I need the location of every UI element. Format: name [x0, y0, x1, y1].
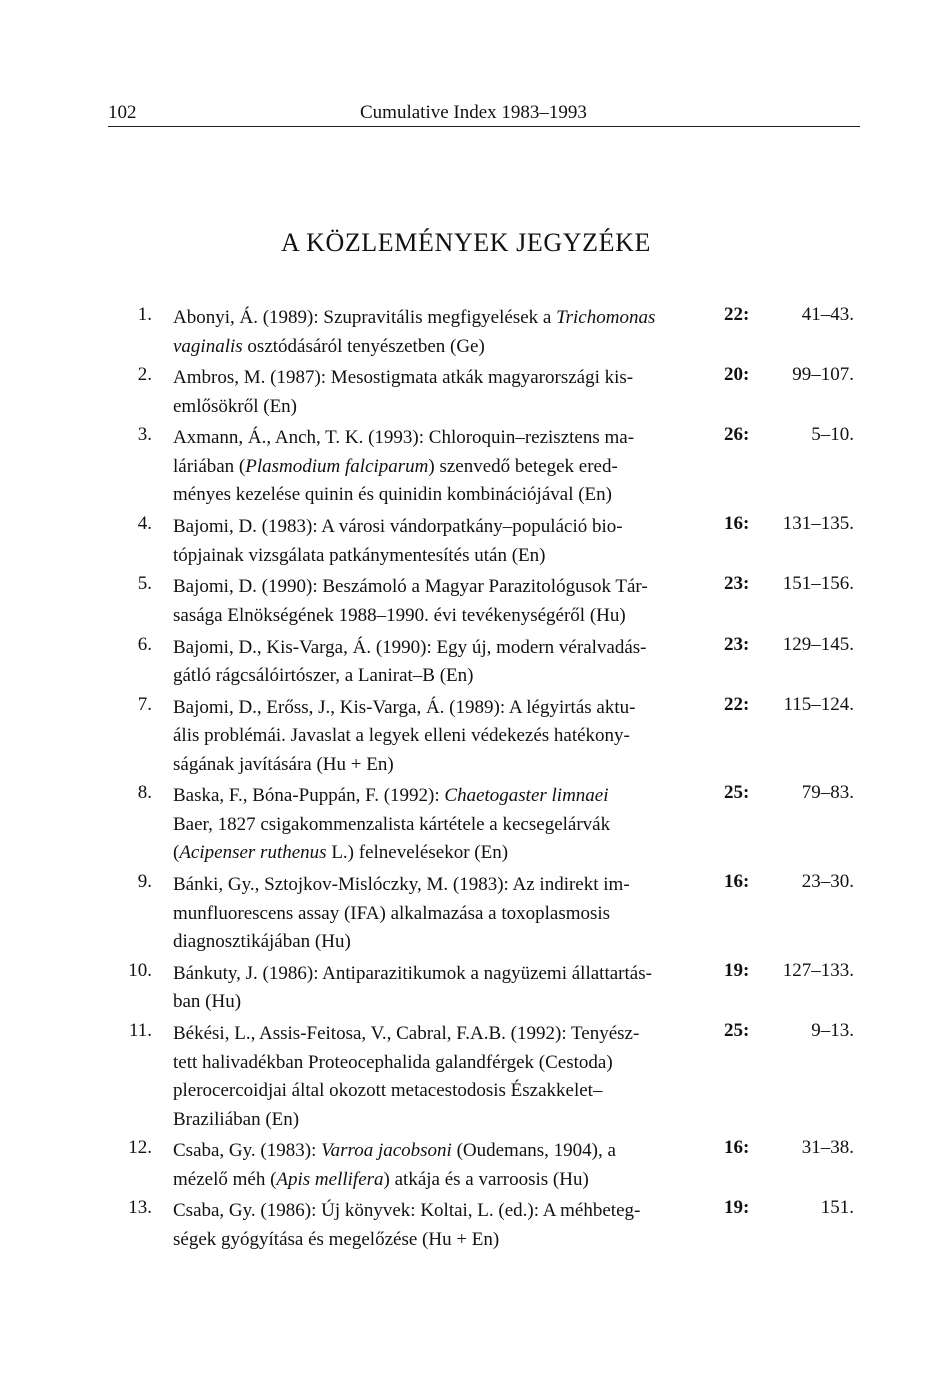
entry-pages: 41–43. — [801, 304, 854, 325]
entry-citation — [173, 1197, 701, 1254]
citation-line: sasága Elnökségének 1988–1990. évi tevékenységéről (Hu) — [173, 604, 626, 626]
entry-number: 12. — [128, 1137, 152, 1159]
entry-citation — [173, 782, 701, 868]
entry-item — [0, 573, 932, 630]
entry-item — [0, 782, 932, 868]
entry-number: 3. — [137, 424, 152, 446]
entry-number: 7. — [137, 693, 152, 715]
citation-line: ban (Hu) — [173, 991, 242, 1013]
entry-number: 6. — [137, 633, 152, 655]
entry-volume: 23: — [724, 573, 750, 595]
entry-citation — [173, 634, 701, 691]
entry-pages: 151. — [820, 1197, 854, 1219]
citation-line: plerocercoidjai által okozott metacestodosis Északkelet– — [173, 1080, 603, 1101]
entry-pages: 99–107. — [792, 364, 854, 386]
section-title: A KÖZLEMÉNYEK JEGYZÉKE — [281, 228, 651, 257]
entry-pages: 31–38. — [801, 1137, 854, 1159]
entry-citation — [173, 694, 701, 780]
entry-volume: 16: — [724, 1137, 750, 1159]
citation-line: Bánki, Gy., Sztojkov-Mislóczky, M. (1983): Az indirekt im- — [173, 874, 630, 896]
citation-line: vaginalis osztódásáról tenyészetben (Ge) — [173, 335, 485, 357]
entry-pages: 115–124. — [783, 693, 854, 715]
entry-volume: 19: — [724, 1197, 750, 1219]
entry-item — [0, 1137, 932, 1194]
entry-number: 4. — [137, 513, 152, 535]
citation-line: Csaba, Gy. (1986): Új könyvek: Koltai, L. (ed.): A méhbeteg- — [173, 1200, 641, 1222]
entry-citation — [173, 304, 701, 361]
entry-volume: 26: — [724, 424, 750, 446]
citation-line: mézelő méh (Apis mellifera) atkája és a varroosis (Hu) — [173, 1168, 589, 1190]
entry-number: 9. — [137, 871, 152, 893]
citation-line: ményes kezelése quinin és quinidin kombinációjával (En) — [173, 484, 612, 506]
entry-pages: 127–133. — [782, 959, 854, 981]
entry-item — [0, 960, 932, 1017]
citation-line: emlősökről (En) — [173, 395, 298, 417]
entry-citation — [173, 573, 701, 630]
entry-volume: 20: — [724, 364, 750, 386]
entry-citation — [173, 424, 701, 510]
entry-item — [0, 364, 932, 421]
entry-item — [0, 513, 932, 570]
entry-volume: 23: — [724, 633, 750, 655]
citation-line: Bajomi, D., Erőss, J., Kis-Varga, Á. (1989): A légyirtás aktu- — [173, 696, 636, 718]
entry-pages: 151–156. — [782, 573, 854, 595]
entry-item — [0, 634, 932, 691]
entry-item — [0, 871, 932, 957]
entry-item — [0, 1020, 932, 1134]
entry-citation — [173, 1137, 701, 1194]
entry-citation — [173, 364, 701, 421]
entry-volume: 22: — [724, 304, 750, 325]
entry-number: 1. — [137, 304, 152, 325]
citation-line: Braziliában (En) — [173, 1108, 300, 1130]
entry-volume: 19: — [724, 959, 750, 981]
entry-citation — [173, 513, 701, 570]
entry-item — [0, 694, 932, 780]
page-header — [108, 100, 860, 127]
citation-line: ális problémái. Javaslat a legyek elleni védekezés hatékony- — [173, 725, 630, 747]
entry-number: 2. — [137, 364, 152, 386]
entry-number: 10. — [128, 959, 152, 981]
entry-citation — [173, 1020, 701, 1134]
entry-item — [0, 424, 932, 510]
entry-volume: 25: — [724, 1020, 750, 1041]
citation-line: Abonyi, Á. (1989): Szupravitális megfigyelések a Trichomonas — [173, 307, 656, 328]
citation-line: ságának javítására (Hu + En) — [173, 753, 394, 775]
entry-number: 13. — [128, 1197, 152, 1219]
citation-line: tópjainak vizsgálata patkánymentesítés után (En) — [173, 544, 546, 566]
entry-pages: 5–10. — [811, 424, 854, 446]
citation-line: Axmann, Á., Anch, T. K. (1993): Chloroquin–rezisztens ma- — [173, 427, 635, 449]
page-number: 102 — [108, 102, 137, 123]
entry-pages: 79–83. — [801, 782, 854, 804]
citation-line: munfluorescens assay (IFA) alkalmazása a toxoplasmosis — [173, 902, 611, 924]
entry-number: 8. — [137, 782, 152, 804]
citation-line: Bajomi, D. (1983): A városi vándorpatkány–populáció bio- — [173, 516, 623, 538]
citation-line: diagnosztikájában (Hu) — [173, 931, 351, 953]
citation-line: gátló rágcsálóirtószer, a Lanirat–B (En) — [173, 665, 474, 686]
citation-line: Ambros, M. (1987): Mesostigmata atkák magyarországi kis- — [173, 367, 634, 389]
entry-number: 11. — [128, 1020, 152, 1041]
entry-citation — [173, 960, 701, 1017]
citation-line: láriában (Plasmodium falciparum) szenvedő betegek ered- — [173, 455, 618, 477]
entry-volume: 16: — [724, 871, 750, 893]
entry-pages: 131–135. — [782, 513, 854, 535]
citation-line: Békési, L., Assis-Feitosa, V., Cabral, F.A.B. (1992): Tenyész- — [173, 1023, 640, 1044]
running-head: Cumulative Index 1983–1993 — [360, 102, 587, 123]
citation-line: (Acipenser ruthenus L.) felnevelésekor (En) — [173, 842, 509, 864]
citation-line: Baer, 1827 csigakommenzalista kártétele a kecsegelárvák — [173, 813, 611, 835]
citation-line: Bajomi, D., Kis-Varga, Á. (1990): Egy új, modern véralvadás- — [173, 636, 647, 658]
entry-pages: 9–13. — [811, 1020, 854, 1041]
citation-line: Baska, F., Bóna-Puppán, F. (1992): Chaetogaster limnaei — [173, 785, 609, 807]
citation-line: tett halivadékban Proteocephalida galandférgek (Cestoda) — [173, 1051, 613, 1073]
citation-line: Csaba, Gy. (1983): Varroa jacobsoni (Oudemans, 1904), a — [173, 1140, 616, 1162]
entry-item — [0, 304, 932, 361]
entry-pages: 129–145. — [782, 633, 854, 655]
citation-line: ségek gyógyítása és megelőzése (Hu + En) — [173, 1228, 500, 1250]
entry-citation — [173, 871, 701, 957]
entry-volume: 25: — [724, 782, 750, 804]
entry-number: 5. — [137, 573, 152, 595]
citation-line: Bajomi, D. (1990): Beszámoló a Magyar Parazitológusok Tár- — [173, 576, 648, 598]
citation-line: Bánkuty, J. (1986): Antiparazitikumok a nagyüzemi állattartás- — [173, 962, 652, 984]
entry-volume: 22: — [724, 693, 750, 715]
entry-pages: 23–30. — [801, 871, 854, 893]
entry-item — [0, 1197, 932, 1254]
entry-volume: 16: — [724, 513, 750, 535]
